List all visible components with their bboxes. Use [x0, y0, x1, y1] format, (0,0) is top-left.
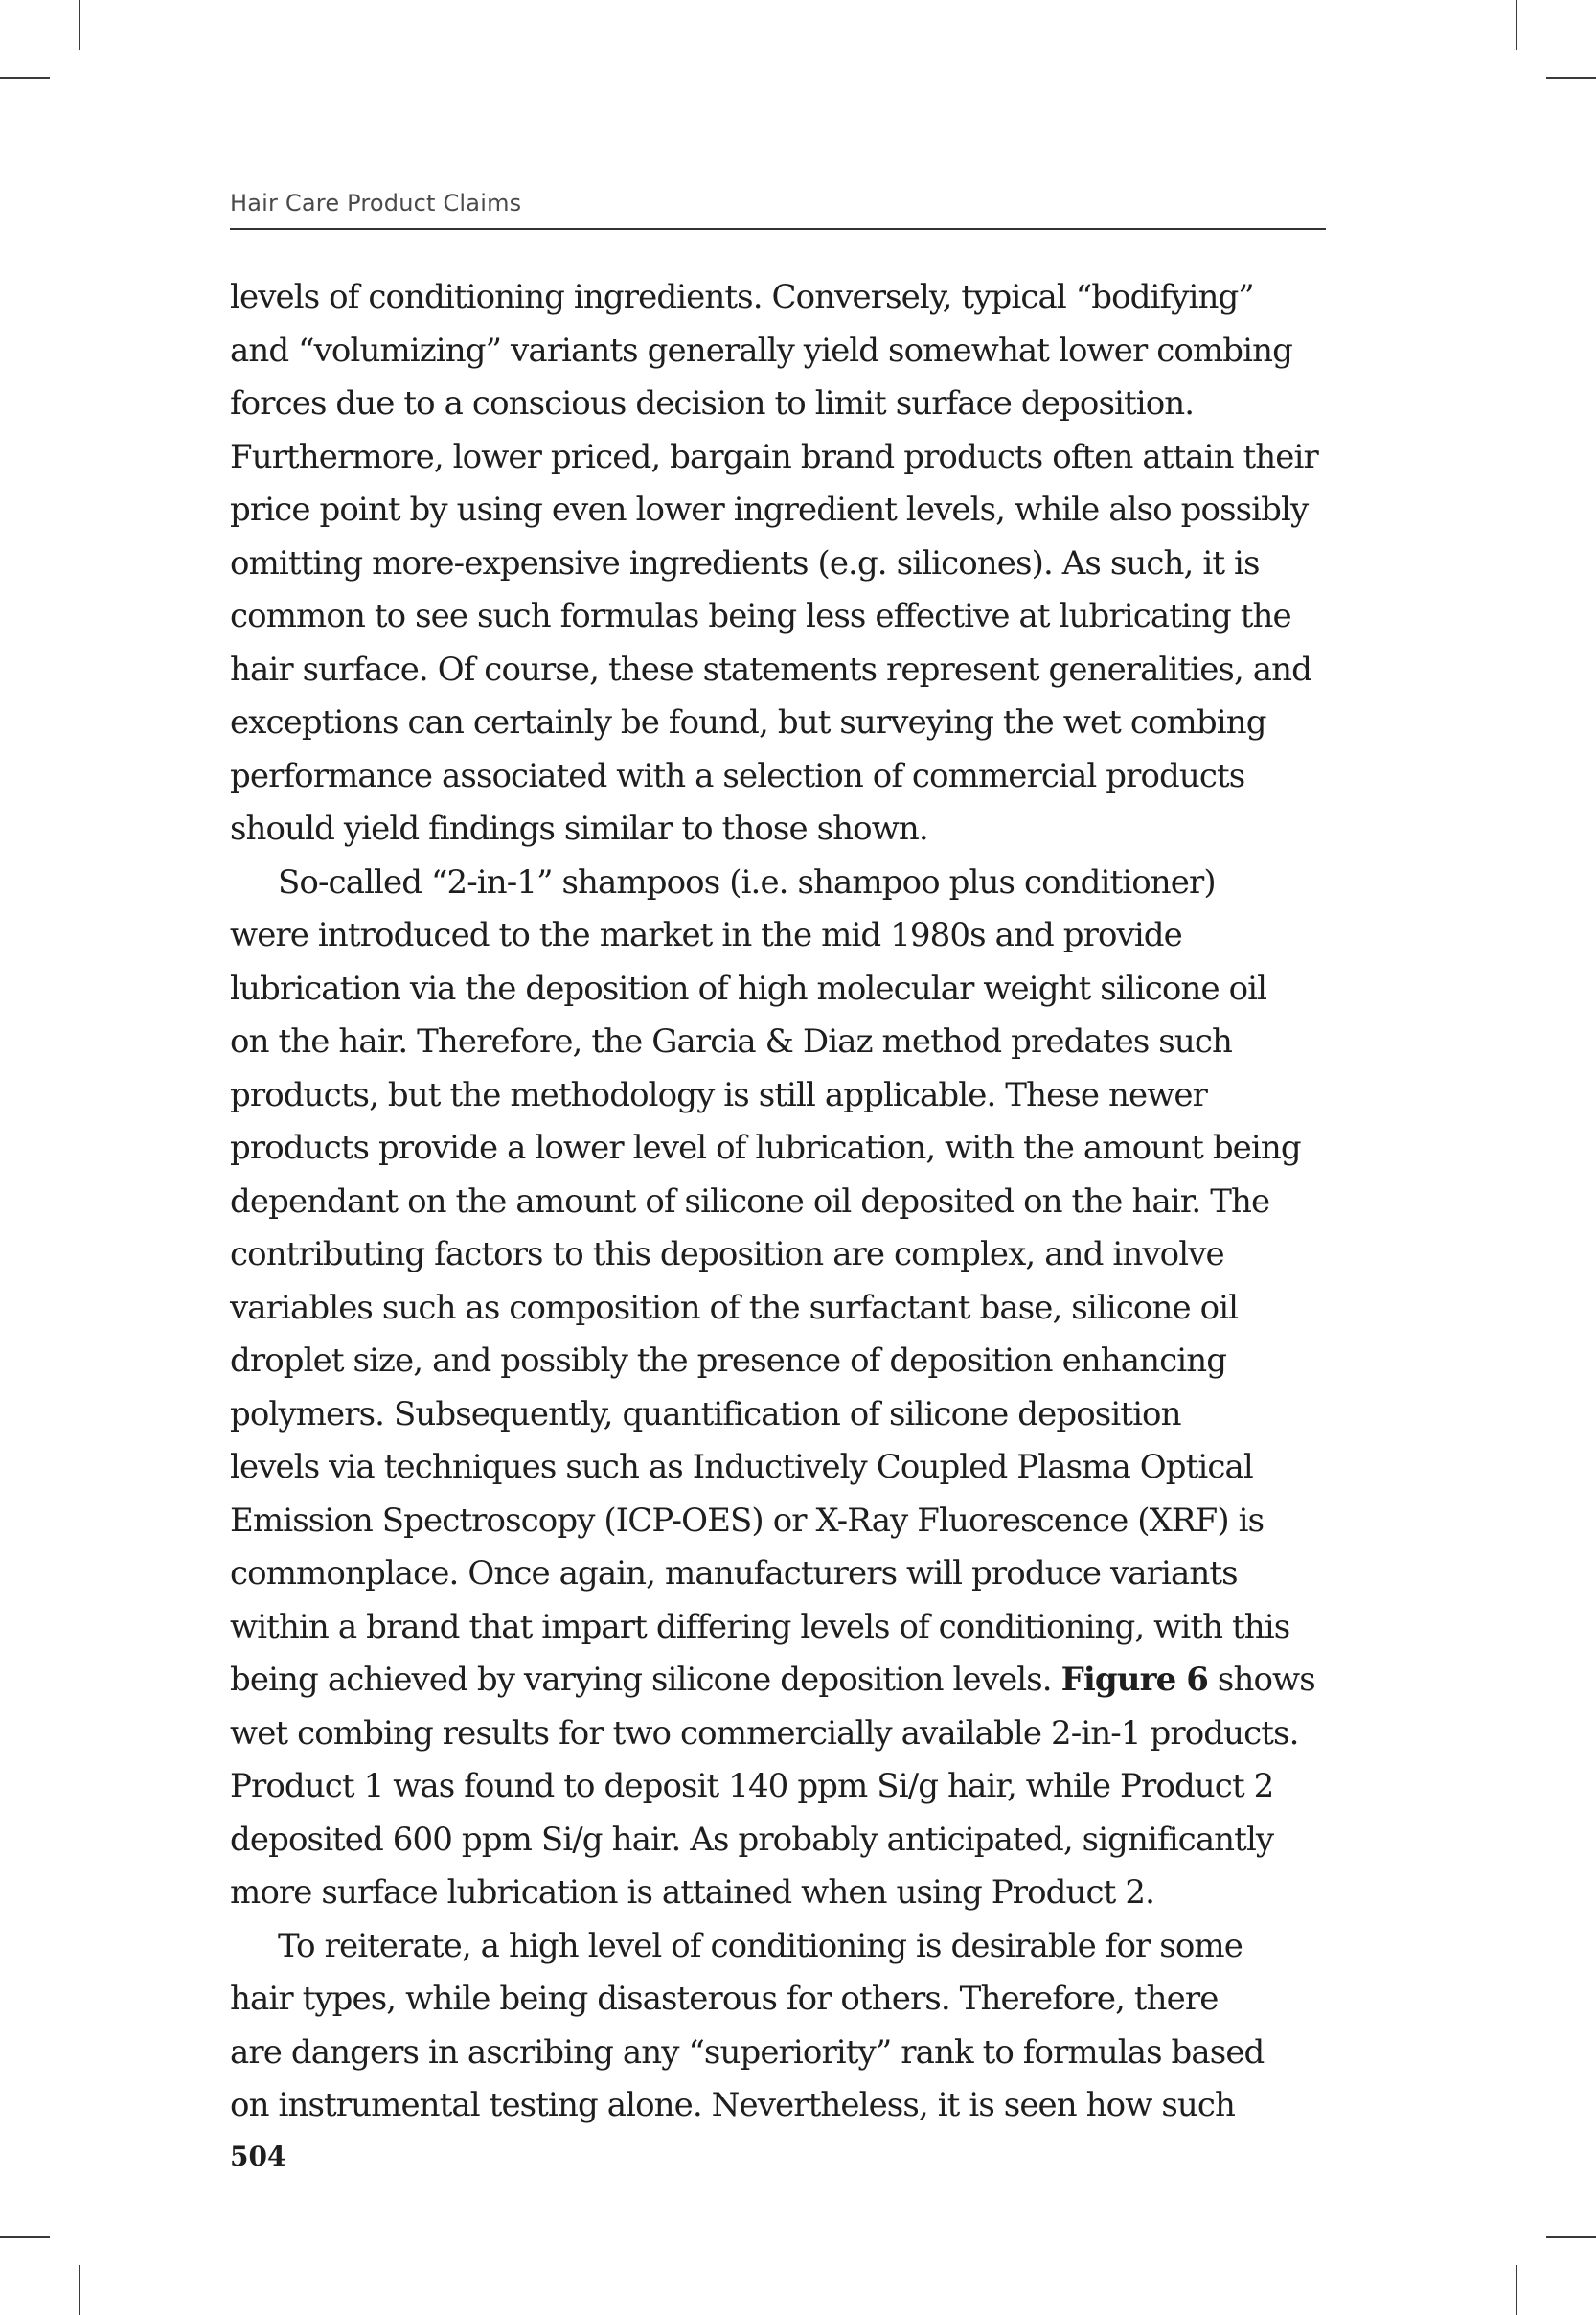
- crop-mark-bottom-left: [79, 2265, 80, 2315]
- figure-reference-line: [230, 1654, 1341, 1708]
- text-line: were introduced to the market in the mid 1980s and provide: [230, 916, 1182, 954]
- crop-mark-bottom-left-h: [0, 2236, 50, 2238]
- figure-reference: Figure 6: [1060, 1661, 1209, 1699]
- body-text: [230, 271, 1341, 2133]
- text-line: hair types, while being disasterous for others. Therefore, there: [230, 1980, 1219, 2018]
- text-line: polymers. Subsequently, quantification of silicone deposition: [230, 1394, 1181, 1433]
- text-line: on the hair. Therefore, the Garcia & Diaz method predates such: [230, 1022, 1232, 1061]
- text-line: Emission Spectroscopy (ICP-OES) or X-Ray Fluorescence (XRF) is: [230, 1501, 1265, 1540]
- text-line: To reiterate, a high level of conditioning is desirable for some: [278, 1926, 1243, 1965]
- text-line: price point by using even lower ingredient levels, while also possibly: [230, 491, 1309, 529]
- text-line: wet combing results for two commercially available 2-in-1 products.: [230, 1713, 1299, 1753]
- text-line: variables such as composition of the surfactant base, silicone oil: [230, 1288, 1239, 1327]
- page-number: 504: [230, 2141, 286, 2172]
- crop-mark-top-right-h: [1546, 77, 1596, 79]
- paragraph-1: [230, 271, 1341, 857]
- text-line: dependant on the amount of silicone oil deposited on the hair. The: [230, 1181, 1270, 1221]
- text-line: So-called “2-in-1” shampoos (i.e. shampoo plus conditioner): [278, 862, 1216, 902]
- text-line: Product 1 was found to deposit 140 ppm Si/g hair, while Product 2: [230, 1767, 1274, 1805]
- text-fragment: shows: [1208, 1661, 1315, 1699]
- text-line: forces due to a conscious decision to limit surface deposition.: [230, 384, 1195, 423]
- text-line: contributing factors to this deposition are complex, and involve: [230, 1235, 1224, 1273]
- text-line: deposited 600 ppm Si/g hair. As probably anticipated, significantly: [230, 1820, 1274, 1859]
- text-line: should yield findings similar to those shown.: [230, 810, 928, 848]
- crop-mark-top-left: [79, 0, 80, 50]
- text-line: within a brand that impart differing levels of conditioning, with this: [230, 1607, 1290, 1646]
- text-line: and “volumizing” variants generally yield somewhat lower combing: [230, 331, 1292, 370]
- text-line: Furthermore, lower priced, bargain brand products often attain their: [230, 437, 1318, 476]
- text-line: on instrumental testing alone. Nevertheless, it is seen how such: [230, 2086, 1236, 2124]
- running-head: [230, 190, 1326, 230]
- crop-mark-bottom-right: [1516, 2265, 1517, 2315]
- paragraph-2: [230, 857, 1341, 1920]
- crop-mark-top-right: [1516, 0, 1517, 50]
- text-line: products, but the methodology is still applicable. These newer: [230, 1075, 1207, 1114]
- paragraph-3: [230, 1920, 1341, 2133]
- text-line: omitting more-expensive ingredients (e.g. silicones). As such, it is: [230, 543, 1260, 583]
- text-line: exceptions can certainly be found, but surveying the wet combing: [230, 703, 1266, 742]
- running-head-title: Hair Care Product Claims: [230, 190, 522, 217]
- text-line: are dangers in ascribing any “superiority” rank to formulas based: [230, 2032, 1265, 2072]
- text-line: common to see such formulas being less effective at lubricating the: [230, 597, 1291, 635]
- crop-mark-top-left-h: [0, 77, 50, 79]
- text-line: levels via techniques such as Inductively Coupled Plasma Optical: [230, 1448, 1253, 1486]
- text-line: more surface lubrication is attained when using Product 2.: [230, 1873, 1154, 1912]
- crop-mark-bottom-right-h: [1546, 2236, 1596, 2238]
- text-line: commonplace. Once again, manufacturers will produce variants: [230, 1554, 1238, 1593]
- text-line: products provide a lower level of lubrication, with the amount being: [230, 1129, 1301, 1167]
- text-line: lubrication via the deposition of high molecular weight silicone oil: [230, 969, 1267, 1008]
- text-fragment: being achieved by varying silicone deposition levels.: [230, 1661, 1061, 1699]
- text-line: droplet size, and possibly the presence of deposition enhancing: [230, 1341, 1227, 1380]
- text-line: levels of conditioning ingredients. Conversely, typical “bodifying”: [230, 278, 1254, 316]
- text-line: performance associated with a selection of commercial products: [230, 756, 1245, 795]
- text-line: hair surface. Of course, these statements represent generalities, and: [230, 650, 1312, 689]
